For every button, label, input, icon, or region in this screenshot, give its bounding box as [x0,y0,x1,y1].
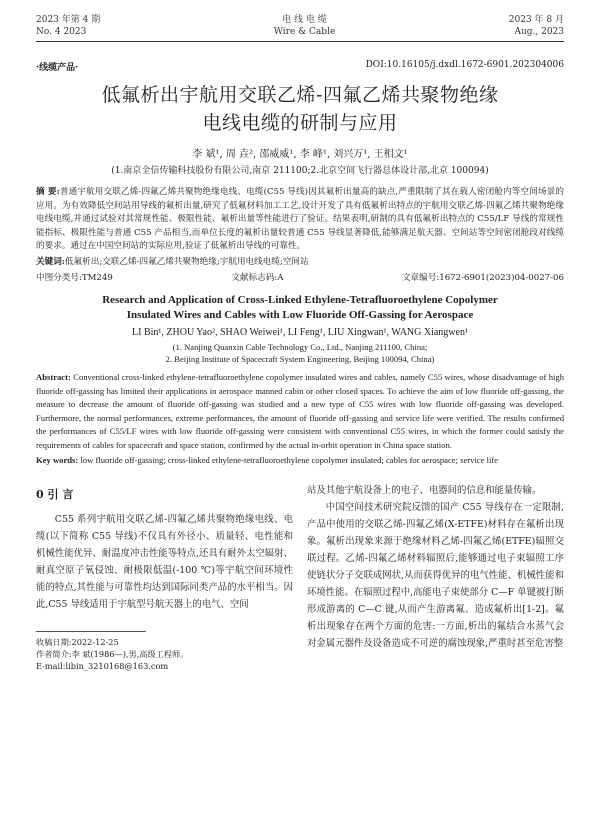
title-cn [36,81,564,137]
body-right-column [307,482,564,672]
title-en-line1: Research and Application of Cross-Linked Ethylene-Tetrafluoroethylene Copolymer [102,294,498,306]
received-date: 收稿日期:2022-12-25 [36,636,119,647]
footnote-rule [36,631,146,632]
section-heading-introduction: 0 引 言 [36,487,74,501]
abstract-en [36,371,564,452]
running-header [36,14,564,38]
affiliation-cn: (1.南京全信传输科技股份有限公司,南京 211100;2.北京空间飞行器总体设计部,北京 100094) [111,166,489,176]
classification-row [36,271,564,283]
document-code: 文献标志码:A [231,273,284,283]
clc-number: 中图分类号:TM249 [36,273,113,283]
keywords-cn-label: 关键词: [36,256,65,267]
header-journal-en: Wire & Cable [273,27,336,37]
abstract-cn [36,186,564,254]
keywords-en [36,454,564,468]
header-rule [36,41,564,42]
keywords-cn-text: 低氟析出;交联乙烯-四氟乙烯共聚物绝缘;宇航用电线电缆;空间站 [64,256,309,267]
header-issue-en: No. 4 2023 [36,27,87,37]
title-cn-line2: 电线电缆的研制与应用 [202,112,398,134]
keywords-cn [36,256,564,270]
section-tag: ·线缆产品· [36,63,79,73]
body-left-column [36,482,293,672]
abstract-en-label: Abstract: [36,372,71,382]
affiliation-en-line2: 2. Beijing Institute of Spacecraft System Engineering, Beijing 100094, China) [165,354,435,364]
footnote [36,636,293,672]
header-issue-cn: 2023 年第 4 期 [36,15,101,25]
intro-paragraph-1: C55 系列宇航用交联乙烯-四氟乙烯共聚物绝缘电线、电缆(以下简称 C55 导线)不仅具有外径小、质量轻、电性能和机械性能优异、耐温度冲击性能等特点,还具有耐外太空辐射、耐真空原子氧侵蚀、耐极限低温(-100 ℃)等宇航空间环境性能的特点,其性能与可靠性均达到国际同类产品的水平相当。因此,C55 导线适用于宇航型号航天器上的电气、空间 [36,513,293,610]
title-cn-line1: 低氟析出宇航用交联乙烯-四氟乙烯共聚物绝缘 [101,84,499,106]
abstract-cn-text: 普通宇航用交联乙烯-四氟乙烯共聚物绝缘电线、电缆(C55 导线)因其氟析出量高的缺点,严重限制了其在载人密闭舱内等空间场景的应用。为有效降低空间站用导线的氟析出量,研究了低氟材料加工工艺,设计开发了具有低氟析出特点的宇航用交联乙烯-四氟乙烯共聚物绝缘电线电缆,并通过试验对其常规性能、极限性能、氟析出量等性能进行了验证。结果表明,研制的具有低氟析出特点的 C55/LF 导线的常规性能指标、极限性能与普通 C55 产品相当,而单位长度的氟析出量较普通 C55 导线显著降低,能够满足航天器、空间站等空间密闭舱段对线缆的要求。通过在中国空间站的实际应用,验证了低氟析出导线的可靠性。 [36,187,564,251]
authors-en: LI Bin¹, ZHOU Yao², SHAO Weiwei¹, LI Feng¹, LIU Xingwan¹, WANG Xiangwen¹ [132,327,468,338]
abstract-en-text: Conventional cross-linked ethylene-tetrafluoroethylene copolymer insulated wires and cables, namely C55 wires, whose disadvantage of high fluoride off-gassing has limited their applications in aerospace manned cabin or other closed spaces. To achieve the aim of low fluoride off-gassing, the measure to decrease the amount of fluoride off-gassing was studied and a new type of C55 wires with low fluoride off-gassing was developed. Furthermore, the normal performances, extreme performances, the amount of fluoride off-gassing and service life were verified. The results confirmed the performances of C55/LF wires with low fluoride off-gassing were consistent with conventional C55 wires, in which the former could satisfy the requirements of cables for spacecraft and space station, confirmed by the actual in-orbit operation in China space station. [36,372,565,450]
header-journal-cn: 电 线 电 缆 [282,15,327,25]
authors-cn: 李 斌¹, 周 垚², 邵威威¹, 李 峰¹, 刘兴万¹, 王相文¹ [192,149,408,160]
title-en-line2: Insulated Wires and Cables with Low Fluoride Off-Gassing for Aerospace [126,309,474,321]
affiliation-en [36,341,564,365]
keywords-en-text: low fluoride off-gassing; cross-linked ethylene-tetrafluoroethylene copolymer insulated; cables for aerospace; service life [80,455,499,465]
doi: DOI:10.16105/j.dxdl.1672-6901.202304006 [365,60,564,70]
intro-paragraph-2: 中国空间技术研究院反馈的国产 C55 导线存在一定限制,产品中使用的交联乙烯-四氟乙烯(X-ETFE)材料存在氟析出现象。氟析出现象来源于绝缘材料乙烯-四氟乙烯(ETFE)辐照交联过程。乙烯-四氟乙烯材料辐照后,能够通过电子束辐照工序使链状分子交联成网状,从而获得优异的电气性能、机械性能和环境性能。在辐照过程中,高能电子束使部分 C—F 单键被打断形成游离的 C—C 键,从而产生游离氟、造成氟析出[1-2]。氟析出现象存在两个方面的危害:一方面,析出的氟结合水蒸气会对金属元器件及设备造成不可逆的腐蚀现象,严重时甚至危害整 [307,501,564,649]
meta-row [36,60,564,73]
intro-paragraph-1-cont: 站及其他宇航设备上的电子、电器间的信息和能量传输。 [307,484,542,496]
author-bio: 作者简介:李 斌(1986—),男,高级工程师。 [36,648,189,659]
body-columns [36,482,564,672]
author-email: E-mail:libin_3210168@163.com [36,660,169,671]
keywords-en-label: Key words: [36,455,79,465]
article-number: 文章编号:1672-6901(2023)04-0027-06 [401,273,564,283]
abstract-cn-label: 摘 要: [36,187,60,197]
header-date-cn: 2023 年 8 月 [508,15,564,25]
header-date-en: Aug., 2023 [514,27,564,37]
affiliation-en-line1: (1. Nanjing Quanxin Cable Technology Co., Ltd., Nanjing 211100, China; [172,342,428,352]
title-en [36,293,564,323]
